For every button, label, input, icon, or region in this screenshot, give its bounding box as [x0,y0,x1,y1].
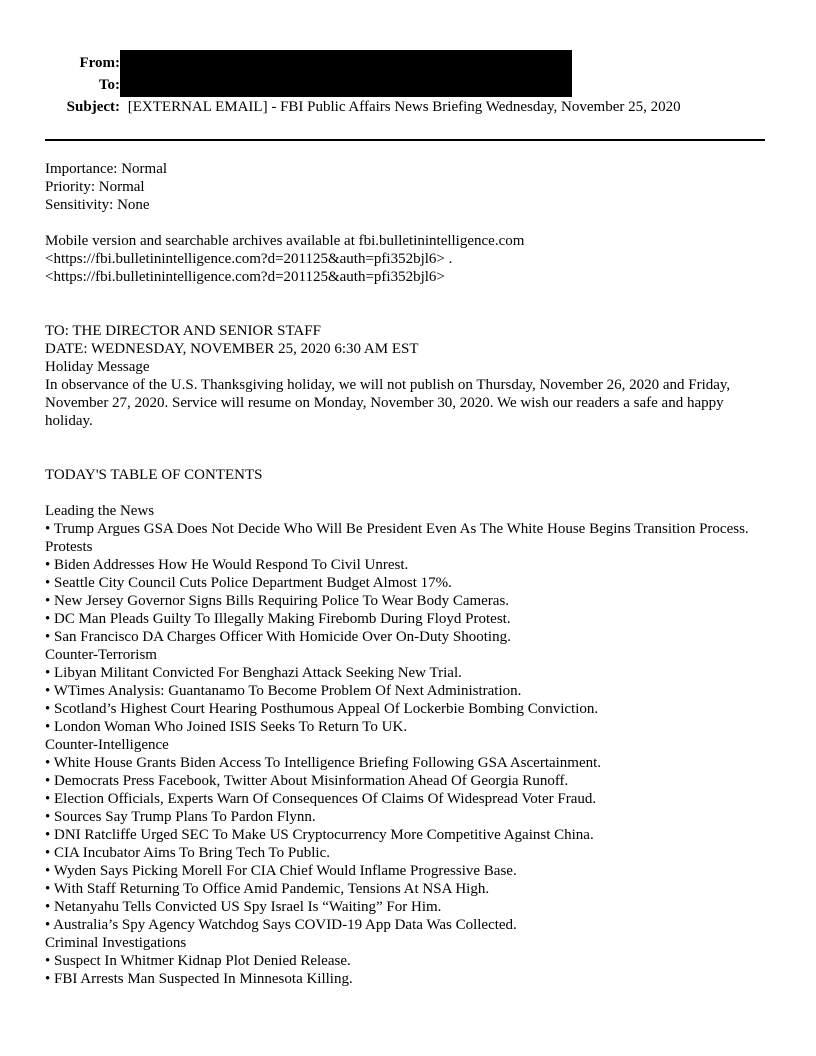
archive-link-1[interactable]: <https://fbi.bulletinintelligence.com?d=201125&auth=pfi352bjl6> . [45,251,453,267]
toc-item[interactable]: • White House Grants Biden Access To Intelligence Briefing Following GSA Ascertainment. [45,755,602,771]
toc-item[interactable]: • Trump Argues GSA Does Not Decide Who Will Be President Even As The White House Begins Transition Process. [45,521,749,537]
sensitivity-line: Sensitivity: None [45,197,150,213]
toc-item[interactable]: • WTimes Analysis: Guantanamo To Become Problem Of Next Administration. [45,683,522,699]
toc-section-heading: Leading the News [45,503,155,519]
importance-line: Importance: Normal [45,161,168,177]
toc-item[interactable]: • Sources Say Trump Plans To Pardon Flynn. [45,809,316,825]
toc-item[interactable]: • Democrats Press Facebook, Twitter About Misinformation Ahead Of Georgia Runoff. [45,773,569,789]
toc-item[interactable]: • Election Officials, Experts Warn Of Consequences Of Claims Of Widespread Voter Fraud. [45,791,597,807]
from-label: From: [79,55,120,71]
toc-item[interactable]: • DC Man Pleads Guilty To Illegally Making Firebomb During Floyd Protest. [45,611,511,627]
subject-label: Subject: [66,99,120,115]
subject-value: [EXTERNAL EMAIL] - FBI Public Affairs News Briefing Wednesday, November 25, 2020 [127,99,681,115]
toc-section-heading: Counter-Terrorism [45,647,157,663]
toc-item[interactable]: • FBI Arrests Man Suspected In Minnesota Killing. [45,971,353,987]
toc-item[interactable]: • DNI Ratcliffe Urged SEC To Make US Cryptocurrency More Competitive Against China. [45,827,594,843]
to-row [0,76,120,94]
toc-section-heading: Counter-Intelligence [45,737,169,753]
priority-line: Priority: Normal [45,179,145,195]
toc-item[interactable]: • Scotland’s Highest Court Hearing Posthumous Appeal Of Lockerbie Bombing Conviction. [45,701,599,717]
toc-item[interactable]: • London Woman Who Joined ISIS Seeks To Return To UK. [45,719,408,735]
toc-item[interactable]: • Biden Addresses How He Would Respond To Civil Unrest. [45,557,409,573]
to-label: To: [98,77,120,93]
toc-item[interactable]: • Suspect In Whitmer Kidnap Plot Denied Release. [45,953,351,969]
toc-item[interactable]: • Seattle City Council Cuts Police Department Budget Almost 17%. [45,575,452,591]
toc-item[interactable]: • Netanyahu Tells Convicted US Spy Israel Is “Waiting” For Him. [45,899,442,915]
toc-section-heading: Criminal Investigations [45,935,187,951]
header-divider [45,139,765,141]
from-row [0,54,120,72]
toc-item[interactable]: • Wyden Says Picking Morell For CIA Chief Would Inflame Progressive Base. [45,863,517,879]
holiday-heading: Holiday Message [45,359,150,375]
toc-section-heading: Protests [45,539,93,555]
toc-item[interactable]: • New Jersey Governor Signs Bills Requiring Police To Wear Body Cameras. [45,593,510,609]
subject-row [0,98,681,116]
toc-item[interactable]: • San Francisco DA Charges Officer With Homicide Over On-Duty Shooting. [45,629,511,645]
toc-item[interactable]: • Australia’s Spy Agency Watchdog Says COVID-19 App Data Was Collected. [45,917,517,933]
memo-date: DATE: WEDNESDAY, NOVEMBER 25, 2020 6:30 AM EST [45,341,419,357]
toc-item[interactable]: • Libyan Militant Convicted For Benghazi Attack Seeking New Trial. [45,665,462,681]
holiday-text: In observance of the U.S. Thanksgiving holiday, we will not publish on Thursday, November 26, 2020 and Friday, November 27, 2020. Service will resume on Monday, November 30, 2020. We wish our readers a safe and happy holiday. [45,377,731,429]
toc-item[interactable]: • CIA Incubator Aims To Bring Tech To Public. [45,845,331,861]
archive-link-2[interactable]: <https://fbi.bulletinintelligence.com?d=201125&auth=pfi352bjl6> [45,269,445,285]
memo-to: TO: THE DIRECTOR AND SENIOR STAFF [45,323,321,339]
toc-item[interactable]: • With Staff Returning To Office Amid Pandemic, Tensions At NSA High. [45,881,490,897]
toc-list [45,502,765,988]
mobile-version-line: Mobile version and searchable archives available at fbi.bulletinintelligence.com [45,233,525,249]
toc-title: TODAY'S TABLE OF CONTENTS [45,467,263,483]
email-body [45,160,765,988]
redaction-box [120,50,572,97]
